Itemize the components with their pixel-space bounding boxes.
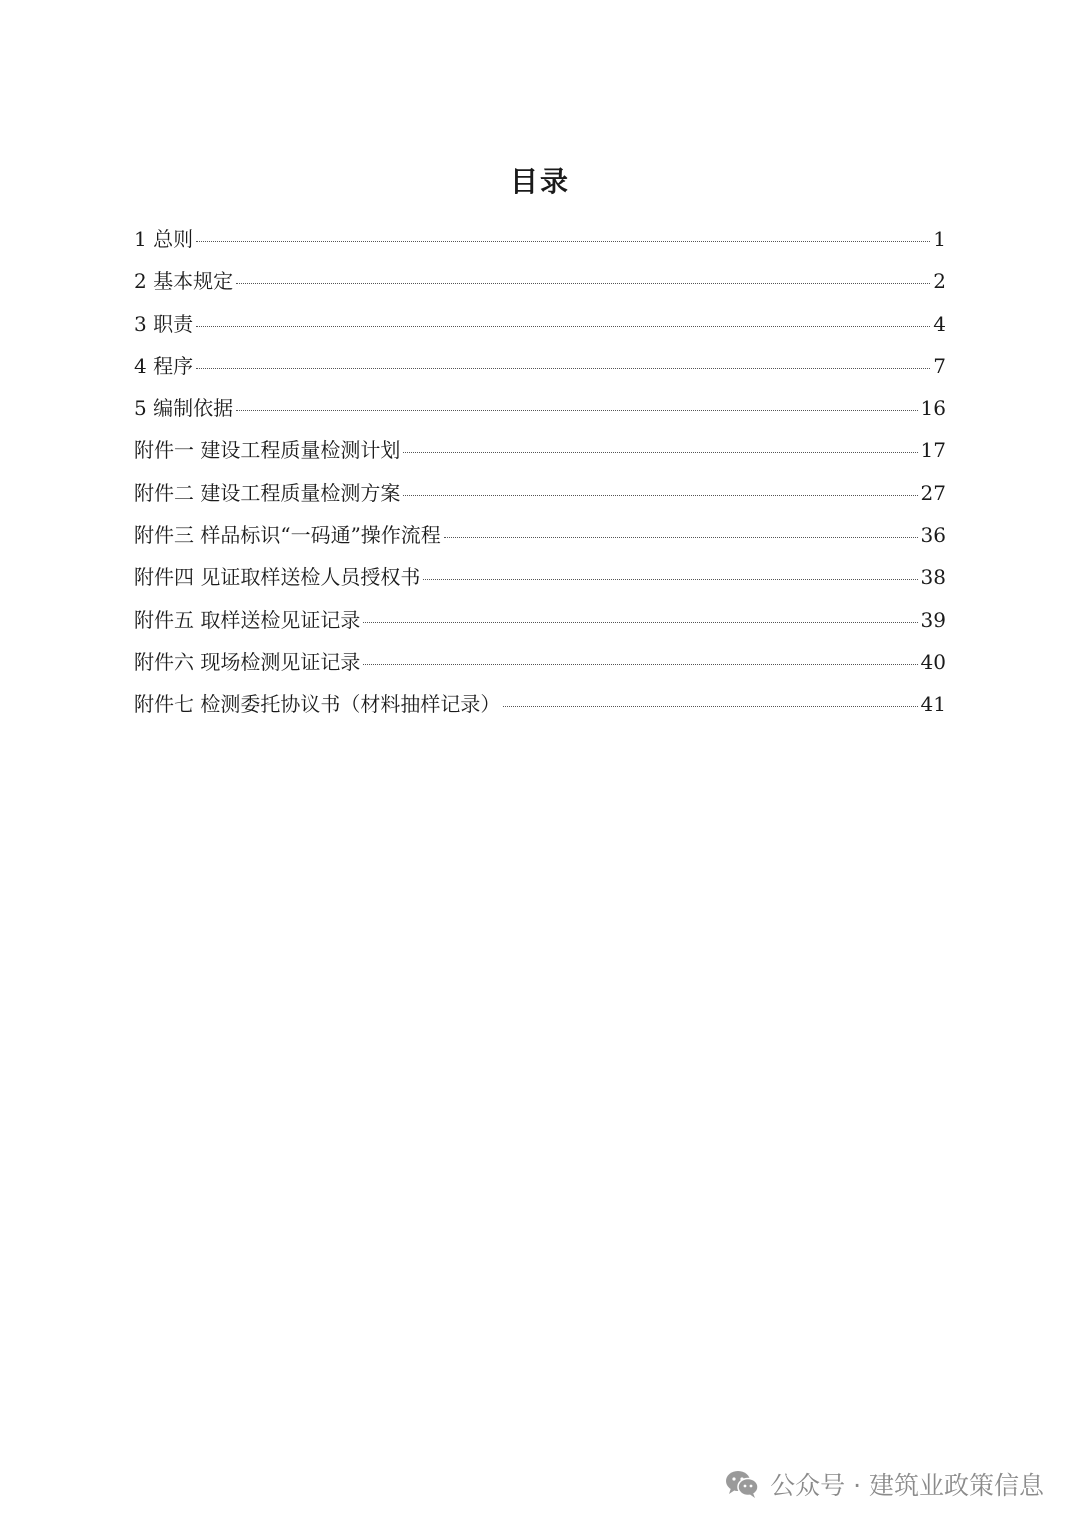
dot-leader <box>196 326 930 327</box>
toc-entry-label: 附件二 建设工程质量检测方案 <box>134 480 401 505</box>
toc-entry <box>134 556 946 598</box>
toc-entry <box>134 218 946 260</box>
toc-entry <box>134 260 946 302</box>
wechat-watermark <box>724 1464 1044 1504</box>
toc-entry-label: 5 编制依据 <box>134 396 234 421</box>
toc-entry-label: 附件六 现场检测见证记录 <box>134 649 361 674</box>
toc-entry-page: 40 <box>920 649 946 674</box>
toc-entry-page: 36 <box>920 523 946 548</box>
toc-entry <box>134 683 946 725</box>
toc-entry-label: 1 总则 <box>134 227 194 251</box>
toc-entry-page: 4 <box>933 311 946 336</box>
dot-leader <box>196 368 930 369</box>
toc-entry-page: 27 <box>920 480 946 505</box>
dot-leader <box>236 283 930 284</box>
dot-leader <box>423 579 917 580</box>
dot-leader <box>444 537 918 538</box>
toc-entry-label: 附件四 见证取样送检人员授权书 <box>134 565 421 590</box>
dot-leader <box>403 495 917 496</box>
toc-entry-page: 39 <box>920 607 946 632</box>
toc-entry <box>134 641 946 683</box>
toc-entry-label: 附件三 样品标识“一码通”操作流程 <box>134 523 441 548</box>
wechat-icon <box>724 1469 760 1499</box>
toc-entry <box>134 429 946 471</box>
toc-entry-label: 4 程序 <box>134 353 194 378</box>
toc-title: 目录 <box>509 165 570 198</box>
dot-leader <box>363 664 917 665</box>
toc-entry-label: 3 职责 <box>134 311 194 336</box>
toc-entry <box>134 472 946 514</box>
toc-list <box>134 218 946 726</box>
toc-entry-label: 附件五 取样送检见证记录 <box>134 607 361 632</box>
dot-leader <box>363 622 917 623</box>
toc-entry <box>134 387 946 429</box>
toc-entry <box>134 599 946 641</box>
toc-entry <box>134 514 946 556</box>
watermark-text: 公众号 · 建筑业政策信息 <box>770 1471 1044 1500</box>
toc-entry-page: 1 <box>933 227 946 251</box>
toc-entry-page: 17 <box>920 438 946 463</box>
toc-entry <box>134 345 946 387</box>
toc-entry-page: 38 <box>920 565 946 590</box>
toc-entry-page: 16 <box>920 396 946 421</box>
toc-entry-label: 2 基本规定 <box>134 269 234 294</box>
toc-entry-page: 7 <box>933 353 946 378</box>
toc-entry-label: 附件七 检测委托协议书（材料抽样记录） <box>134 692 501 717</box>
dot-leader <box>196 241 930 242</box>
dot-leader <box>503 706 917 707</box>
toc-entry-page: 2 <box>933 269 946 294</box>
toc-entry <box>134 303 946 345</box>
dot-leader <box>236 410 917 411</box>
dot-leader <box>403 452 917 453</box>
toc-entry-label: 附件一 建设工程质量检测计划 <box>134 438 401 463</box>
toc-entry-page: 41 <box>920 692 946 717</box>
